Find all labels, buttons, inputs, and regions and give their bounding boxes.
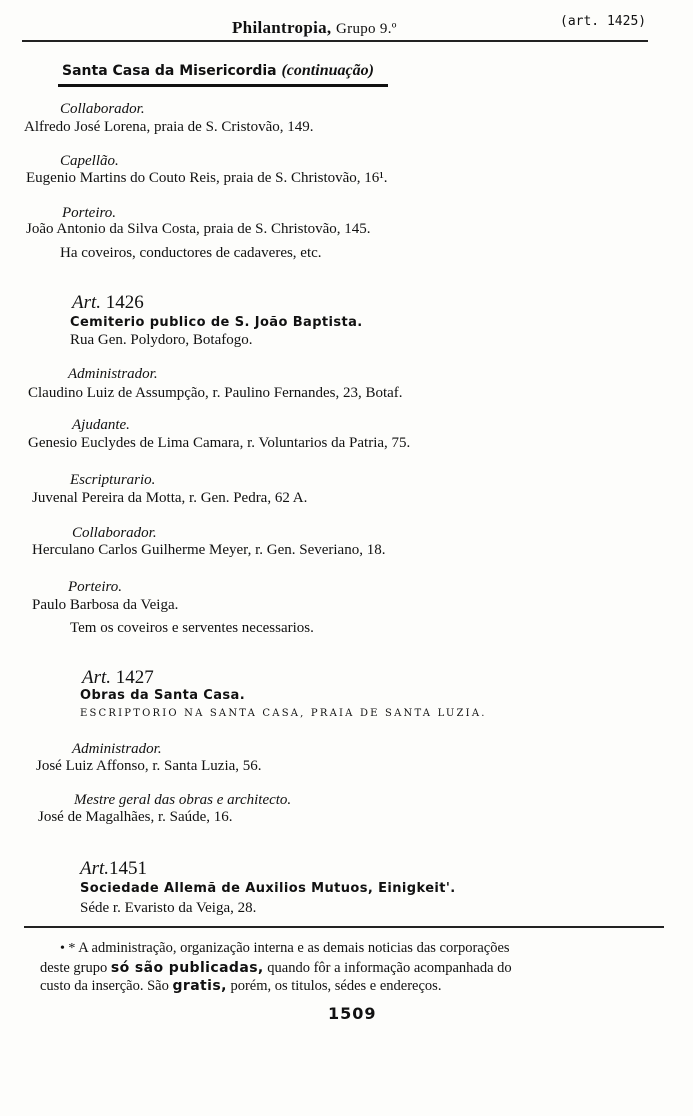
- entry-text: Juvenal Pereira da Motta, r. Gen. Pedra, 62 A.: [32, 490, 308, 506]
- role-escripturario: Escripturario.: [70, 472, 156, 488]
- footnote-text: A administração, organização interna e as demais noticias das corporações: [78, 940, 510, 956]
- role-administrador: Administrador.: [72, 741, 162, 757]
- note-text: Ha coveiros, conductores de cadaveres, etc.: [60, 245, 322, 261]
- entry-text: João Antonio da Silva Costa, praia de S. Christovão, 145.: [26, 221, 371, 237]
- role-administrador: Administrador.: [68, 366, 158, 382]
- header-title-text: Philantropia,: [232, 18, 332, 37]
- role-collaborador: Collaborador.: [72, 525, 157, 541]
- note-text: Tem os coveiros e serventes necessarios.: [70, 620, 314, 636]
- article-number: 1451: [109, 858, 148, 879]
- page-number: 1509: [328, 1004, 377, 1023]
- institution-name: Cemiterio publico de S. João Baptista.: [70, 315, 363, 330]
- role-porteiro: Porteiro.: [68, 579, 123, 595]
- article-heading: [82, 667, 154, 689]
- role-mestre-geral: Mestre geral das obras e architecto.: [74, 792, 292, 808]
- section-title-underline: [58, 84, 388, 87]
- running-header-title: [232, 18, 397, 38]
- footnote-emphasis: gratis,: [172, 978, 227, 994]
- footnote-line-1: [60, 940, 510, 957]
- entry-text: José de Magalhães, r. Saúde, 16.: [38, 809, 233, 825]
- entry-text: Paulo Barbosa da Veiga.: [32, 597, 179, 613]
- institution-address: Rua Gen. Polydoro, Botafogo.: [70, 332, 253, 348]
- institution-address: Séde r. Evaristo da Veiga, 28.: [80, 900, 257, 916]
- footnote-text: quando fôr a informação acompanhada do: [267, 960, 512, 976]
- institution-office: ESCRIPTORIO NA SANTA CASA, PRAIA DE SANTA LUZIA.: [80, 708, 487, 719]
- entry-text: José Luiz Affonso, r. Santa Luzia, 56.: [36, 758, 262, 774]
- role-porteiro: Porteiro.: [62, 205, 117, 221]
- footnote-text: custo da inserção. São: [40, 978, 169, 994]
- entry-text: Alfredo José Lorena, praia de S. Cristovão, 149.: [24, 119, 314, 135]
- role-ajudante: Ajudante.: [72, 417, 130, 433]
- article-number: 1427: [115, 667, 154, 688]
- article-number: 1426: [105, 292, 144, 313]
- footnote-line-2: [40, 960, 512, 977]
- section-title-text: Santa Casa da Misericordia: [62, 63, 277, 79]
- entry-text: Herculano Carlos Guilherme Meyer, r. Gen. Severiano, 18.: [32, 542, 386, 558]
- header-rule: [22, 40, 648, 42]
- section-continuation: (continuação): [281, 62, 374, 79]
- article-label: Art.: [82, 667, 112, 688]
- footnote-rule: [24, 926, 664, 928]
- role-capellao: Capellão.: [60, 153, 119, 169]
- role-collaborador: Collaborador.: [60, 101, 145, 117]
- footnote-text: deste grupo: [40, 960, 108, 976]
- article-heading: [80, 858, 147, 880]
- article-label: Art.: [72, 292, 102, 313]
- entry-text: Genesio Euclydes de Lima Camara, r. Voluntarios da Patria, 75.: [28, 435, 411, 451]
- entry-text: Claudino Luiz de Assumpção, r. Paulino Fernandes, 23, Botaf.: [28, 385, 403, 401]
- header-grupo: Grupo 9.º: [336, 21, 397, 37]
- article-label: Art.: [80, 858, 110, 879]
- footnote-marker: • *: [60, 941, 76, 956]
- footnote-line-3: [40, 978, 441, 995]
- header-article-reference: (art. 1425): [560, 14, 647, 29]
- entry-text: Eugenio Martins do Couto Reis, praia de S. Christovão, 16¹.: [26, 170, 388, 186]
- footnote-text: porém, os titulos, sédes e endereços.: [230, 978, 442, 994]
- section-title: [62, 62, 374, 80]
- article-heading: [72, 292, 144, 314]
- institution-name: Sociedade Allemã de Auxilios Mutuos, Einigkeit'.: [80, 881, 456, 896]
- footnote-emphasis: só são publicadas,: [110, 960, 264, 976]
- institution-name: Obras da Santa Casa.: [80, 688, 246, 703]
